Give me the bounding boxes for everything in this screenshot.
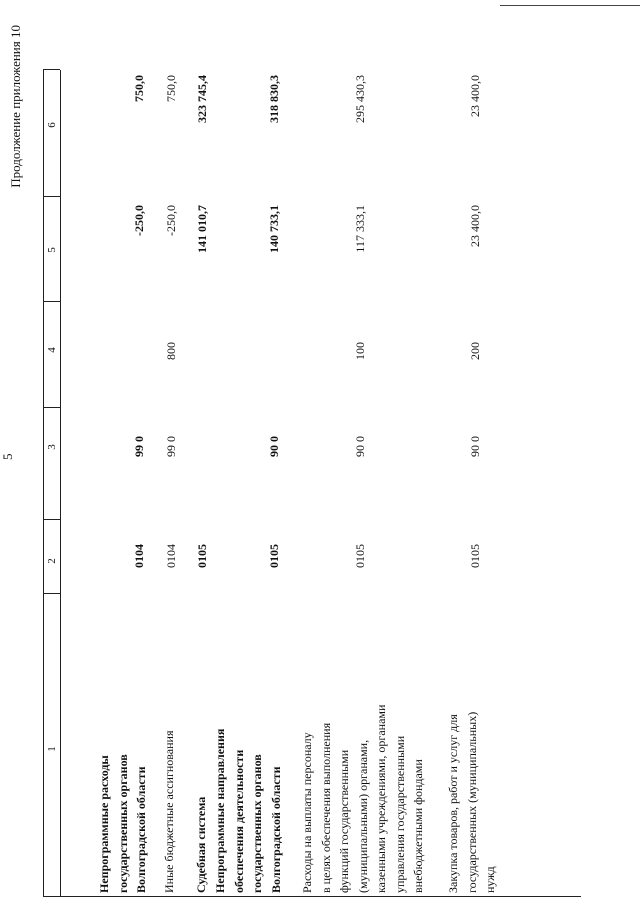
row-kind: 100 xyxy=(353,342,367,360)
row-value-col6: 750,0 xyxy=(164,75,178,102)
header-divider xyxy=(43,593,60,594)
row-name: Закупка товаров, работ и услуг для государственных (муниципальных) нужд xyxy=(446,711,497,893)
row-value-col5: 117 333,1 xyxy=(353,205,367,253)
row-name: Судебная система xyxy=(194,796,208,893)
row-target: 99 0 xyxy=(132,436,146,457)
row-value-col5: 141 010,7 xyxy=(195,205,209,253)
row-code: 0104 xyxy=(164,544,178,568)
row-value-col5: -250,0 xyxy=(132,205,146,236)
continuation-title: Продолжение приложения 10 xyxy=(8,25,23,188)
row-code: 0105 xyxy=(195,544,209,568)
row-value-col6: 323 745,4 xyxy=(195,75,209,123)
header-col-2: 2 xyxy=(46,558,58,564)
row-value-col6: 318 830,3 xyxy=(267,75,281,123)
row-kind: 800 xyxy=(164,342,178,360)
header-bottom-border xyxy=(60,70,61,897)
table-right-border xyxy=(43,69,60,70)
row-value-col5: 140 733,1 xyxy=(267,205,281,253)
table-left-border xyxy=(43,896,581,897)
row-target: 90 0 xyxy=(353,436,367,457)
row-value-col5: -250,0 xyxy=(164,205,178,236)
row-value-col6: 23 400,0 xyxy=(468,75,482,117)
header-divider xyxy=(43,196,60,197)
table-top-border xyxy=(43,70,44,897)
header-divider xyxy=(43,519,60,520)
row-target: 90 0 xyxy=(468,436,482,457)
row-value-col5: 23 400,0 xyxy=(468,205,482,247)
page-number: 5 xyxy=(0,453,15,460)
row-code: 0105 xyxy=(267,544,281,568)
row-code: 0105 xyxy=(353,544,367,568)
header-col-4: 4 xyxy=(46,347,58,353)
row-target: 99 0 xyxy=(164,436,178,457)
row-target: 90 0 xyxy=(267,436,281,457)
row-value-col6: 295 430,3 xyxy=(353,75,367,123)
row-name: Расходы на выплаты персоналу в целях обеспечения выполнения функций государственными (муниципальными) органами, казенными учреждениями, органами управления государственными внебюджетными фондами xyxy=(300,704,425,893)
header-col-5: 5 xyxy=(46,247,58,253)
header-col-6: 6 xyxy=(46,122,58,128)
row-value-col6: 750,0 xyxy=(132,75,146,102)
row-name: Иные бюджетные ассигнования xyxy=(162,730,176,893)
row-name: Непрограммные направления обеспечения деятельности государственных органов Волгоградской области xyxy=(213,728,283,893)
row-kind: 200 xyxy=(468,342,482,360)
row-code: 0104 xyxy=(132,544,146,568)
header-col-3: 3 xyxy=(46,444,58,450)
header-divider xyxy=(43,301,60,302)
header-divider xyxy=(43,407,60,408)
row-code: 0105 xyxy=(468,544,482,568)
header-col-1: 1 xyxy=(46,746,58,752)
row-name: Непрограммные расходы государственных органов Волгоградской области xyxy=(97,754,148,893)
